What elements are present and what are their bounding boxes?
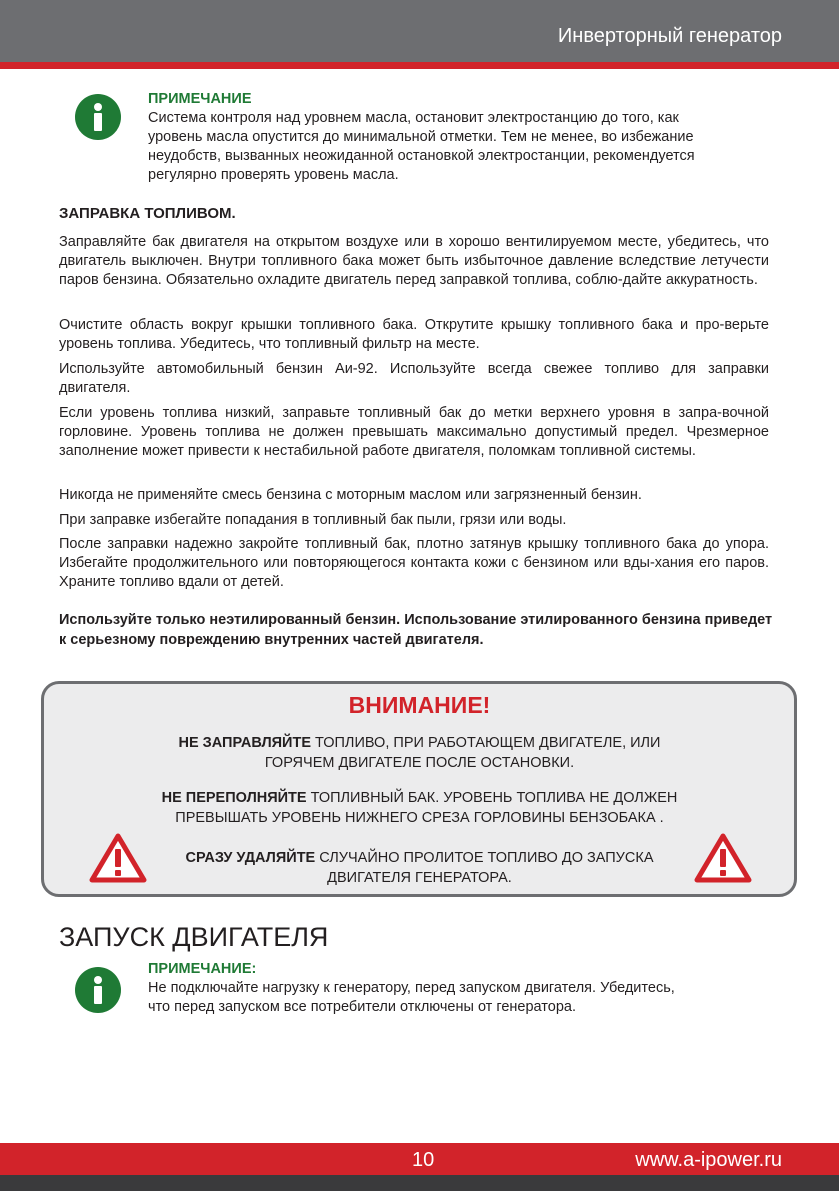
warning-triangle-icon: [88, 832, 148, 884]
warning-triangle-icon: [693, 832, 753, 884]
paragraph: Заправляйте бак двигателя на открытом воздухе или в хорошо вентилируемом месте, убедитесь, что двигатель выключен. Внутри топливного бака может быть избыточное давление вследствие летучести паров бензина. Обязательно охладите двигатель перед заправкой топлива, соблю-дайте аккуратность.: [59, 234, 769, 288]
paragraph: После заправки надежно закройте топливный бак, плотно затянув крышку топливного бака до упора. Избегайте продолжительного или повторяющегося контакта кожи с бензином или вды-хания его паров. Храните топливо вдали от детей.: [59, 536, 769, 590]
footer-dark-stripe: [0, 1175, 839, 1191]
warning-title: ВНИМАНИЕ!: [348, 692, 491, 718]
warning-line: ПРЕВЫШАТЬ УРОВЕНЬ НИЖНЕГО СРЕЗА ГОРЛОВИНЫ БЕНЗОБАКА .: [175, 810, 664, 826]
page-number: 10: [412, 1149, 435, 1171]
note-title: ПРИМЕЧАНИЕ:: [148, 961, 257, 977]
info-icon: [75, 94, 121, 140]
warning-line: НЕ ПЕРЕПОЛНЯЙТЕ ТОПЛИВНЫЙ БАК. УРОВЕНЬ ТОПЛИВА НЕ ДОЛЖЕН: [161, 790, 678, 806]
paragraph: Если уровень топлива низкий, заправьте топливный бак до метки верхнего уровня в запра-вочной горловине. Уровень топлива не должен превышать максимально допустимый предел. Чрезмерное заполнение может привести к нестабильной работе двигателя, поломкам топливной системы.: [59, 405, 769, 459]
section-title-fueling: ЗАПРАВКА ТОПЛИВОМ.: [59, 205, 236, 222]
paragraph: Очистите область вокруг крышки топливного бака. Открутите крышку топливного бака и про-верьте уровень топлива. Убедитесь, что топливный фильтр на месте.: [59, 317, 769, 352]
warning-line: НЕ ЗАПРАВЛЯЙТЕ ТОПЛИВО, ПРИ РАБОТАЮЩЕМ ДВИГАТЕЛЕ, ИЛИ: [178, 735, 661, 751]
note-line: регулярно проверять уровень масла.: [148, 167, 399, 183]
note-line: Не подключайте нагрузку к генератору, перед запуском двигателя. Убедитесь,: [148, 980, 675, 996]
paragraph: Используйте автомобильный бензин Аи-92. Используйте всегда свежее топливо для заправки двигателя.: [59, 361, 769, 396]
info-icon: [75, 967, 121, 1013]
note-line: Система контроля над уровнем масла, остановит электростанцию до того, как: [148, 110, 679, 126]
unleaded-fuel-warning: Используйте только неэтилированный бензин. Использование этилированного бензина приведет к серьезному повреждению внутренних частей двигателя.: [59, 612, 773, 648]
website-link[interactable]: www.a-ipower.ru: [635, 1149, 782, 1171]
note-line: что перед запуском все потребители отключены от генератора.: [148, 999, 576, 1015]
note-line: уровень масла опустится до минимальной отметки. Тем не менее, во избежание: [148, 129, 694, 145]
note-title: ПРИМЕЧАНИЕ: [148, 91, 252, 107]
section-title-start: ЗАПУСК ДВИГАТЕЛЯ: [59, 922, 329, 952]
header-accent-stripe: [0, 62, 839, 69]
paragraph: При заправке избегайте попадания в топливный бак пыли, грязи или воды.: [59, 512, 567, 528]
warning-line: СРАЗУ УДАЛЯЙТЕ СЛУЧАЙНО ПРОЛИТОЕ ТОПЛИВО ДО ЗАПУСКА: [185, 850, 654, 866]
header-bar: [0, 0, 839, 62]
header-title: Инверторный генератор: [557, 25, 782, 47]
warning-line: ДВИГАТЕЛЯ ГЕНЕРАТОРА.: [327, 870, 512, 886]
paragraph: Никогда не применяйте смесь бензина с моторным маслом или загрязненный бензин.: [59, 487, 642, 503]
warning-line: ГОРЯЧЕМ ДВИГАТЕЛЕ ПОСЛЕ ОСТАНОВКИ.: [264, 755, 575, 771]
note-line: неудобств, вызванных неожиданной остановкой электростанции, рекомендуется: [148, 148, 695, 164]
